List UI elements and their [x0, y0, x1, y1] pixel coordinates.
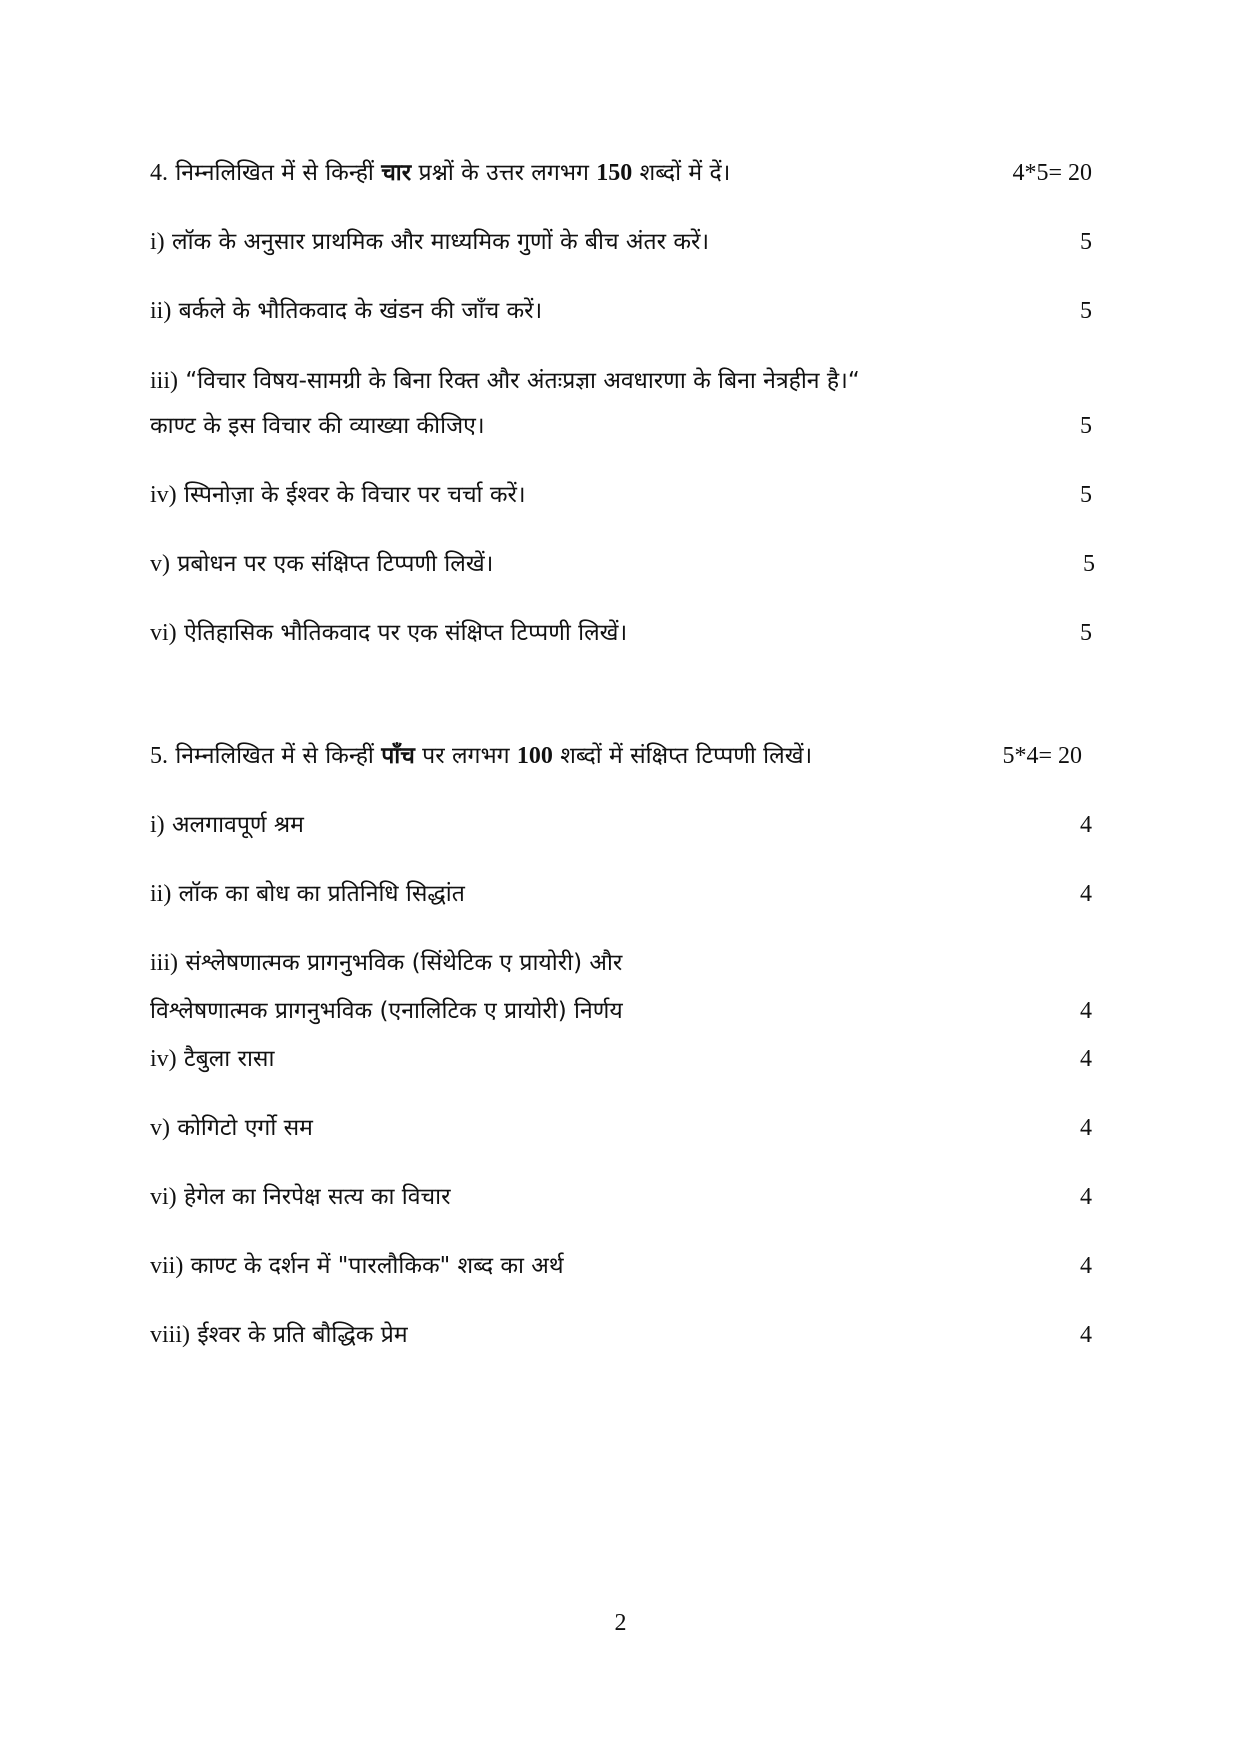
question-item [150, 1320, 1090, 1350]
question-item [150, 1182, 1090, 1212]
question-label: iii) [150, 368, 178, 394]
question-marks: 4 [1080, 998, 1092, 1024]
question-item [150, 296, 1090, 326]
section-total-marks: 5*4= 20 [1002, 743, 1082, 769]
question-marks: 5 [1080, 482, 1092, 508]
heading-text: प्रश्नों के उत्तर लगभग [418, 160, 589, 186]
question-item [150, 948, 1090, 978]
question-label: vi) [150, 1184, 177, 1210]
page-number: 2 [614, 1610, 627, 1636]
section-number: 4. [150, 160, 168, 186]
question-text-continuation: विश्लेषणात्मक प्रागनुभविक (एनालिटिक ए प्रायोरी) निर्णय [150, 998, 623, 1024]
question-marks: 5 [1080, 413, 1092, 439]
question-label: i) [150, 812, 165, 838]
question-text: स्पिनोज़ा के ईश्वर के विचार पर चर्चा करें। [183, 482, 526, 508]
question-marks: 4 [1080, 1115, 1092, 1141]
question-label: ii) [150, 298, 172, 324]
question-text: लॉक का बोध का प्रतिनिधि सिद्धांत [178, 881, 465, 907]
question-item [150, 618, 1090, 648]
question-marks: 5 [1080, 298, 1092, 324]
question-marks: 4 [1080, 1046, 1092, 1072]
question-text: हेगेल का निरपेक्ष सत्य का विचार [183, 1184, 451, 1210]
question-label: v) [150, 551, 170, 577]
question-item [150, 366, 1090, 396]
question-marks: 4 [1080, 812, 1092, 838]
question-marks: 5 [1083, 551, 1095, 577]
question-text: ऐतिहासिक भौतिकवाद पर एक संक्षिप्त टिप्पणी लिखें। [183, 620, 628, 646]
question-text: ईश्वर के प्रति बौद्धिक प्रेम [197, 1322, 408, 1348]
question-item [150, 879, 1090, 909]
section-5-heading [150, 741, 1050, 771]
question-item [150, 1044, 1090, 1074]
section-4-heading [150, 158, 1090, 188]
question-text: “विचार विषय-सामग्री के बिना रिक्त और अंतःप्रज्ञा अवधारणा के बिना नेत्रहीन है।“ [185, 368, 860, 394]
word-count: 100 [516, 743, 553, 769]
question-item [150, 227, 1090, 257]
question-label: iv) [150, 482, 177, 508]
question-label: vi) [150, 620, 177, 646]
question-marks: 4 [1080, 1184, 1092, 1210]
heading-text: निम्नलिखित में से किन्हीं [175, 160, 374, 186]
question-item [150, 1251, 1090, 1281]
question-marks: 5 [1080, 620, 1092, 646]
heading-text: पर लगभग [422, 743, 510, 769]
question-item [150, 549, 1090, 579]
question-label: v) [150, 1115, 170, 1141]
word-count: 150 [596, 160, 633, 186]
question-item [150, 810, 1090, 840]
question-label: iii) [150, 950, 178, 976]
question-label: iv) [150, 1046, 177, 1072]
question-label: ii) [150, 881, 172, 907]
question-text: प्रबोधन पर एक संक्षिप्त टिप्पणी लिखें। [177, 551, 494, 577]
question-text: संश्लेषणात्मक प्रागनुभविक (सिंथेटिक ए प्रायोरी) और [185, 950, 623, 976]
section-total-marks: 4*5= 20 [1012, 160, 1092, 186]
question-label: i) [150, 229, 165, 255]
question-text: काण्ट के दर्शन में "पारलौकिक" शब्द का अर्थ [190, 1253, 564, 1279]
question-text: टैबुला रासा [183, 1046, 275, 1072]
question-marks: 4 [1080, 881, 1092, 907]
question-label: viii) [150, 1322, 190, 1348]
question-label: vii) [150, 1253, 184, 1279]
question-text-continuation: काण्ट के इस विचार की व्याख्या कीजिए। [150, 413, 485, 439]
question-text: कोगिटो एर्गो सम [177, 1115, 313, 1141]
question-text: लॉक के अनुसार प्राथमिक और माध्यमिक गुणों के बीच अंतर करें। [171, 229, 710, 255]
heading-text: शब्दों में संक्षिप्त टिप्पणी लिखें। [560, 743, 813, 769]
heading-bold-word: चार [381, 160, 412, 186]
question-item [150, 1113, 1090, 1143]
question-marks: 5 [1080, 229, 1092, 255]
heading-text: शब्दों में दें। [639, 160, 731, 186]
question-marks: 4 [1080, 1253, 1092, 1279]
heading-text: निम्नलिखित में से किन्हीं [175, 743, 374, 769]
section-number: 5. [150, 743, 168, 769]
question-marks: 4 [1080, 1322, 1092, 1348]
question-item [150, 480, 1090, 510]
question-text: बर्कले के भौतिकवाद के खंडन की जाँच करें। [178, 298, 543, 324]
heading-bold-word: पाँच [381, 743, 415, 769]
question-text: अलगावपूर्ण श्रम [171, 812, 304, 838]
